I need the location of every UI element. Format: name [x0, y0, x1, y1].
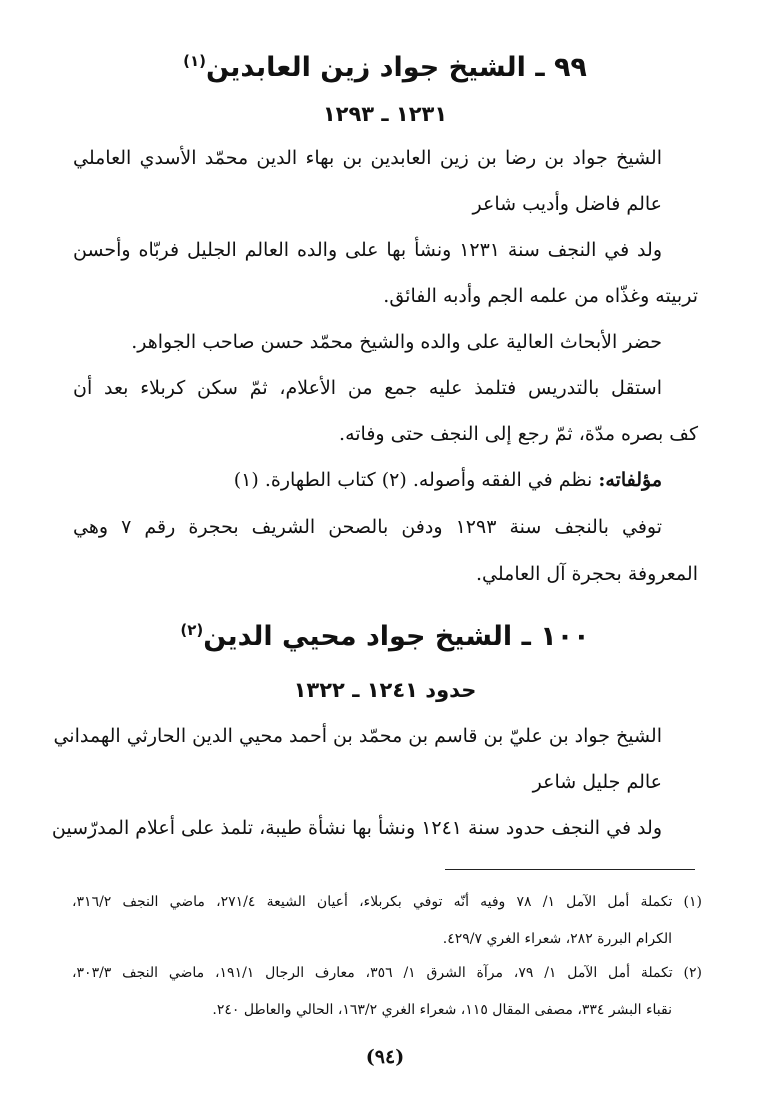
entry-100-line-1: الشيخ جواد بن عليّ بن قاسم بن محمّد بن أحمد محيي الدين الحارثي الهمداني: [53, 725, 662, 747]
entry-100-line-2: عالم جليل شاعر: [532, 771, 662, 793]
entry-99-line-2: عالم فاضل وأديب شاعر: [472, 193, 662, 215]
entry-99-line-1: الشيخ جواد بن رضا بن زين العابدين بن بهاء الدين محمّد الأسدي العاملي: [73, 147, 662, 169]
works-label: مؤلفاته:: [598, 469, 662, 491]
entry-100-title-text: ١٠٠ ـ الشيخ جواد محيي الدين: [203, 621, 590, 652]
entry-99-title: [60, 52, 710, 83]
entry-99-works-line: [73, 466, 662, 494]
footnote-2-line-1: (٢) تكملة أمل الآمل ١/ ٧٩، مرآة الشرق ١/ ٣٥٦، معارف الرجال ١٩١/١، ماضي النجف ٣٠٣/٣،: [72, 965, 702, 981]
footnote-ref-1: (١): [183, 52, 206, 70]
entry-100-title: [60, 621, 710, 652]
works-list: نظم في الفقه وأصوله. (٢) كتاب الطهارة. (١): [233, 469, 593, 491]
footnote-separator: [445, 869, 695, 870]
footnote-1-line-2: الكرام البررة ٢٨٢، شعراء الغري ٤٢٩/٧.: [442, 931, 672, 947]
entry-99-line-9: توفي بالنجف سنة ١٢٩٣ ودفن بالصحن الشريف بحجرة رقم ٧ وهي: [73, 516, 663, 538]
footnote-1-line-1: (١) تكملة أمل الآمل ١/ ٧٨ وفيه أنّه توفي بكربلاء، أعيان الشيعة ٢٧١/٤، ماضي النجف ٣١٦/٢،: [72, 894, 702, 910]
footnote-ref-2: (٢): [180, 621, 204, 639]
entry-99-title-text: ٩٩ ـ الشيخ جواد زين العابدين: [205, 52, 587, 83]
entry-99-line-3: ولد في النجف سنة ١٢٣١ ونشأ بها على والده العالم الجليل فربّاه وأحسن: [73, 239, 662, 261]
entry-99-line-7: كف بصره مدّة، ثمّ رجع إلى النجف حتى وفاته.: [339, 423, 698, 445]
entry-99-line-6: استقل بالتدريس فتلمذ عليه جمع من الأعلام، ثمّ سكن كربلاء بعد أن: [73, 377, 662, 399]
entry-99-line-10: المعروفة بحجرة آل العاملي.: [476, 563, 698, 585]
footnote-2-line-2: نقباء البشر ٣٣٤، مصفى المقال ١١٥، شعراء الغري ١٦٣/٢، الحالي والعاطل ٢٤٠.: [212, 1002, 672, 1018]
entry-100-dates: حدود ١٢٤١ ـ ١٣٢٢: [293, 678, 477, 702]
entry-100-line-3: ولد في النجف حدود سنة ١٢٤١ ونشأ بها نشأة طيبة، تلمذ على أعلام المدرّسين: [51, 817, 662, 839]
entry-99-line-4: تربيته وغذّاه من علمه الجم وأدبه الفائق.: [383, 285, 698, 307]
entry-99-dates: ١٢٣١ ـ ١٢٩٣: [322, 102, 448, 126]
page-number: (٩٤): [365, 1046, 405, 1068]
entry-99-line-5: حضر الأبحاث العالية على والده والشيخ محمّد حسن صاحب الجواهر.: [131, 331, 662, 353]
